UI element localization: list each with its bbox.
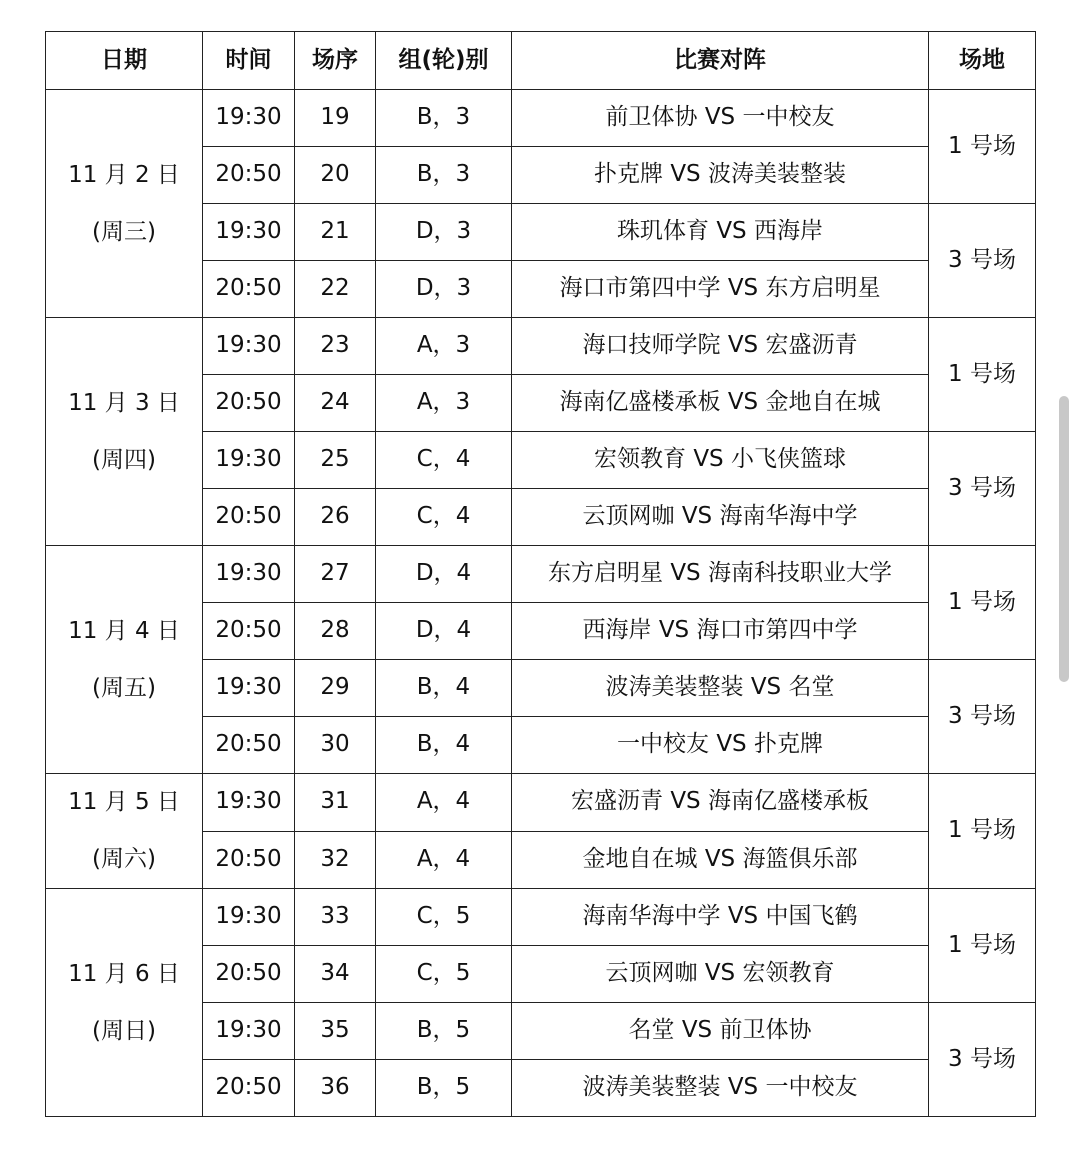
seq-cell: 22 — [295, 261, 376, 318]
venue-cell: 3 号场 — [929, 1003, 1036, 1117]
seq-cell: 30 — [295, 717, 376, 774]
seq-cell: 33 — [295, 889, 376, 946]
seq-cell: 35 — [295, 1003, 376, 1060]
seq-cell: 34 — [295, 946, 376, 1003]
matchup-cell: 海南亿盛楼承板 VS 金地自在城 — [512, 375, 929, 432]
seq-cell: 23 — [295, 318, 376, 375]
table-row — [46, 318, 1036, 375]
time-cell: 20:50 — [203, 603, 295, 660]
group-cell: B，4 — [376, 660, 512, 717]
time-cell: 19:30 — [203, 546, 295, 603]
time-cell: 19:30 — [203, 660, 295, 717]
group-cell: C，5 — [376, 946, 512, 1003]
venue-cell: 3 号场 — [929, 432, 1036, 546]
matchup-cell: 东方启明星 VS 海南科技职业大学 — [512, 546, 929, 603]
time-cell: 20:50 — [203, 946, 295, 1003]
matchup-cell: 金地自在城 VS 海篮俱乐部 — [512, 831, 929, 889]
time-cell: 20:50 — [203, 717, 295, 774]
time-cell: 19:30 — [203, 90, 295, 147]
matchup-cell: 宏领教育 VS 小飞侠篮球 — [512, 432, 929, 489]
group-cell: D，3 — [376, 261, 512, 318]
seq-cell: 29 — [295, 660, 376, 717]
seq-cell: 20 — [295, 147, 376, 204]
header-seq: 场序 — [295, 32, 376, 90]
weekday-label: (周六) — [92, 846, 156, 872]
matchup-cell: 一中校友 VS 扑克牌 — [512, 717, 929, 774]
matchup-cell: 海南华海中学 VS 中国飞鹤 — [512, 889, 929, 946]
table-row — [46, 546, 1036, 603]
seq-cell: 19 — [295, 90, 376, 147]
venue-cell: 1 号场 — [929, 90, 1036, 204]
venue-cell: 3 号场 — [929, 204, 1036, 318]
time-cell: 19:30 — [203, 889, 295, 946]
seq-cell: 32 — [295, 831, 376, 889]
table-row — [46, 889, 1036, 946]
table-row — [46, 90, 1036, 147]
date-cell — [46, 90, 203, 318]
matchup-cell: 云顶网咖 VS 海南华海中学 — [512, 489, 929, 546]
table-body — [46, 90, 1036, 1117]
time-cell: 19:30 — [203, 774, 295, 832]
date-cell — [46, 318, 203, 546]
table-row — [46, 774, 1036, 832]
header-group: 组(轮)别 — [376, 32, 512, 90]
matchup-cell: 海口技师学院 VS 宏盛沥青 — [512, 318, 929, 375]
matchup-cell: 海口市第四中学 VS 东方启明星 — [512, 261, 929, 318]
header-date: 日期 — [46, 32, 203, 90]
matchup-cell: 扑克牌 VS 波涛美装整装 — [512, 147, 929, 204]
matchup-cell: 珠玑体育 VS 西海岸 — [512, 204, 929, 261]
weekday-label: (周日) — [92, 1017, 156, 1044]
venue-cell: 1 号场 — [929, 774, 1036, 889]
venue-cell: 1 号场 — [929, 889, 1036, 1003]
time-cell: 20:50 — [203, 147, 295, 204]
matchup-cell: 宏盛沥青 VS 海南亿盛楼承板 — [512, 774, 929, 832]
seq-cell: 31 — [295, 774, 376, 832]
header-matchup: 比赛对阵 — [512, 32, 929, 90]
header-row — [46, 32, 1036, 90]
date-label: 11 月 2 日 — [68, 161, 180, 188]
matchup-cell: 波涛美装整装 VS 名堂 — [512, 660, 929, 717]
group-cell: B，5 — [376, 1003, 512, 1060]
group-cell: D，4 — [376, 603, 512, 660]
seq-cell: 27 — [295, 546, 376, 603]
group-cell: D，4 — [376, 546, 512, 603]
seq-cell: 28 — [295, 603, 376, 660]
date-cell — [46, 774, 203, 889]
header-time: 时间 — [203, 32, 295, 90]
time-cell: 20:50 — [203, 261, 295, 318]
time-cell: 19:30 — [203, 204, 295, 261]
matchup-cell: 波涛美装整装 VS 一中校友 — [512, 1060, 929, 1117]
seq-cell: 36 — [295, 1060, 376, 1117]
date-label: 11 月 4 日 — [68, 617, 180, 644]
group-cell: A，3 — [376, 318, 512, 375]
matchup-cell: 名堂 VS 前卫体协 — [512, 1003, 929, 1060]
weekday-label: (周四) — [92, 446, 156, 473]
header-venue: 场地 — [929, 32, 1036, 90]
scrollbar-thumb[interactable] — [1059, 396, 1069, 682]
table-header — [46, 32, 1036, 90]
date-cell — [46, 889, 203, 1117]
weekday-label: (周五) — [92, 674, 156, 701]
group-cell: B，4 — [376, 717, 512, 774]
schedule-table — [45, 31, 1036, 1117]
time-cell: 20:50 — [203, 489, 295, 546]
matchup-cell: 云顶网咖 VS 宏领教育 — [512, 946, 929, 1003]
seq-cell: 21 — [295, 204, 376, 261]
group-cell: D，3 — [376, 204, 512, 261]
time-cell: 19:30 — [203, 432, 295, 489]
matchup-cell: 前卫体协 VS 一中校友 — [512, 90, 929, 147]
time-cell: 20:50 — [203, 831, 295, 889]
group-cell: B，5 — [376, 1060, 512, 1117]
date-label: 11 月 3 日 — [68, 389, 180, 416]
group-cell: C，5 — [376, 889, 512, 946]
seq-cell: 26 — [295, 489, 376, 546]
group-cell: A，4 — [376, 774, 512, 832]
venue-cell: 1 号场 — [929, 318, 1036, 432]
time-cell: 20:50 — [203, 1060, 295, 1117]
seq-cell: 24 — [295, 375, 376, 432]
weekday-label: (周三) — [92, 218, 156, 245]
date-label: 11 月 6 日 — [68, 960, 180, 987]
matchup-cell: 西海岸 VS 海口市第四中学 — [512, 603, 929, 660]
date-label: 11 月 5 日 — [68, 789, 180, 815]
group-cell: B，3 — [376, 147, 512, 204]
group-cell: A，3 — [376, 375, 512, 432]
time-cell: 19:30 — [203, 318, 295, 375]
group-cell: C，4 — [376, 489, 512, 546]
seq-cell: 25 — [295, 432, 376, 489]
group-cell: B，3 — [376, 90, 512, 147]
time-cell: 19:30 — [203, 1003, 295, 1060]
venue-cell: 1 号场 — [929, 546, 1036, 660]
venue-cell: 3 号场 — [929, 660, 1036, 774]
group-cell: C，4 — [376, 432, 512, 489]
group-cell: A，4 — [376, 831, 512, 889]
date-cell — [46, 546, 203, 774]
time-cell: 20:50 — [203, 375, 295, 432]
